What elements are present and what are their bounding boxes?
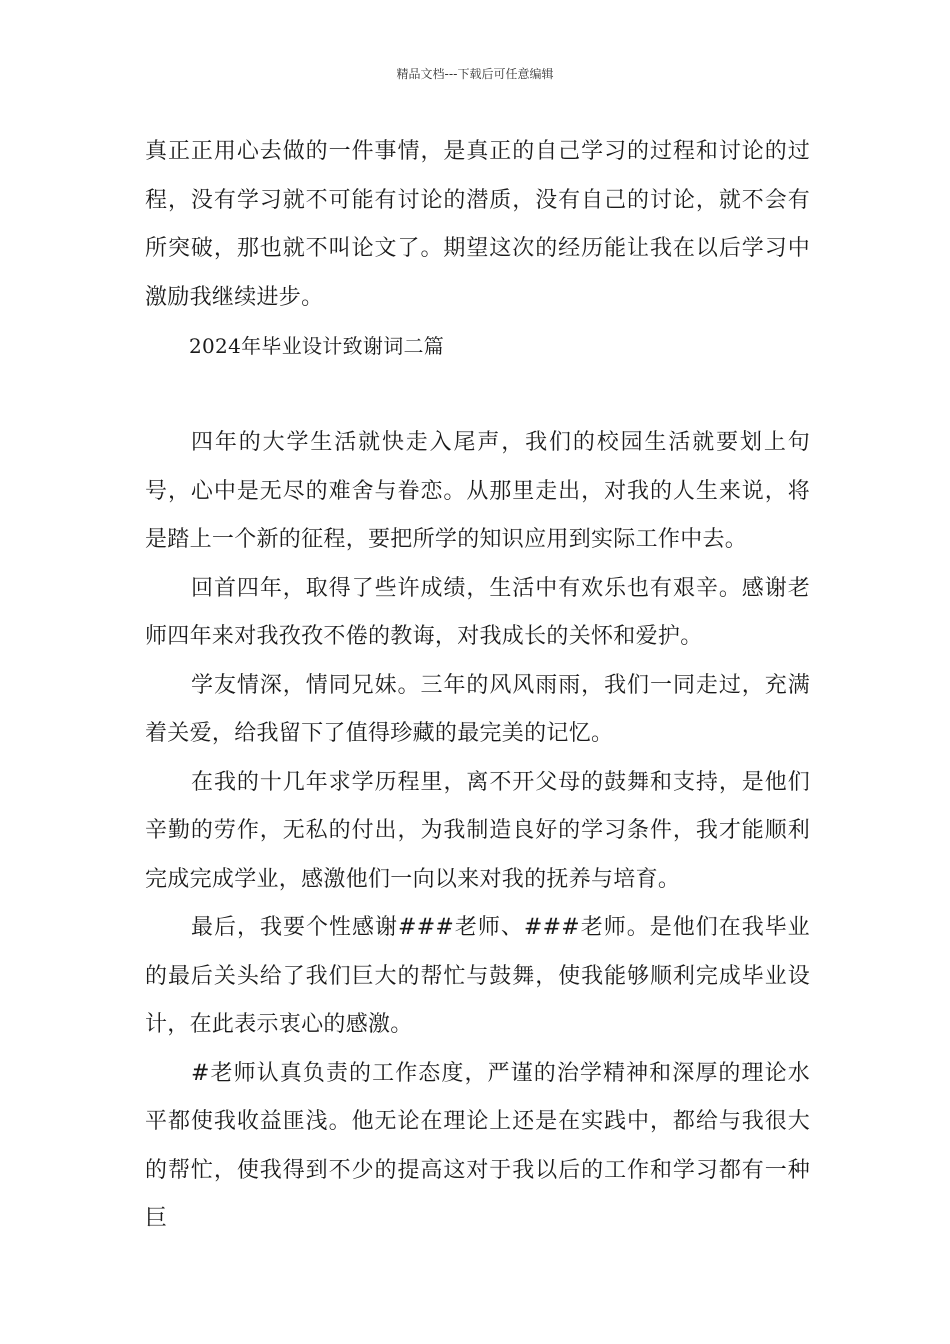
page-header: 精品文档---下载后可任意编辑 <box>396 67 554 81</box>
paragraph: 最后，我要个性感谢###老师、###老师。是他们在我毕业的最后关头给了我们巨大的帮忙与鼓舞，使我能够顺利完成毕业设计，在此表示衷心的感激。 <box>145 915 810 1037</box>
section-title: 2024年毕业设计致谢词二篇 <box>189 334 445 358</box>
paragraph: 回首四年，取得了些许成绩，生活中有欢乐也有艰辛。感谢老师四年来对我孜孜不倦的教诲，对我成长的关怀和爱护。 <box>145 575 810 649</box>
paragraph: 四年的大学生活就快走入尾声，我们的校园生活就要划上句号，心中是无尽的难舍与眷恋。从那里走出，对我的人生来说，将是踏上一个新的征程，要把所学的知识应用到实际工作中去。 <box>145 430 810 552</box>
paragraph: 学友情深，情同兄妹。三年的风风雨雨，我们一同走过，充满着关爱，给我留下了值得珍藏的最完美的记忆。 <box>145 672 810 746</box>
paragraph: #老师认真负责的工作态度，严谨的治学精神和深厚的理论水平都使我收益匪浅。他无论在理论上还是在实践中，都给与我很大的帮忙，使我得到不少的提高这对于我以后的工作和学习都有一种巨 <box>145 1060 810 1231</box>
paragraph: 在我的十几年求学历程里，离不开父母的鼓舞和支持，是他们辛勤的劳作，无私的付出，为我制造良好的学习条件，我才能顺利完成完成学业，感激他们一向以来对我的抚养与培育。 <box>145 769 810 892</box>
document-body <box>145 128 810 1244</box>
blank-line <box>145 371 810 420</box>
intro-paragraph: 真正正用心去做的一件事情，是真正的自己学习的过程和讨论的过程，没有学习就不可能有讨论的潜质，没有自己的讨论，就不会有所突破，那也就不叫论文了。期望这次的经历能让我在以后学习中激励我继续进步。 <box>145 139 810 310</box>
